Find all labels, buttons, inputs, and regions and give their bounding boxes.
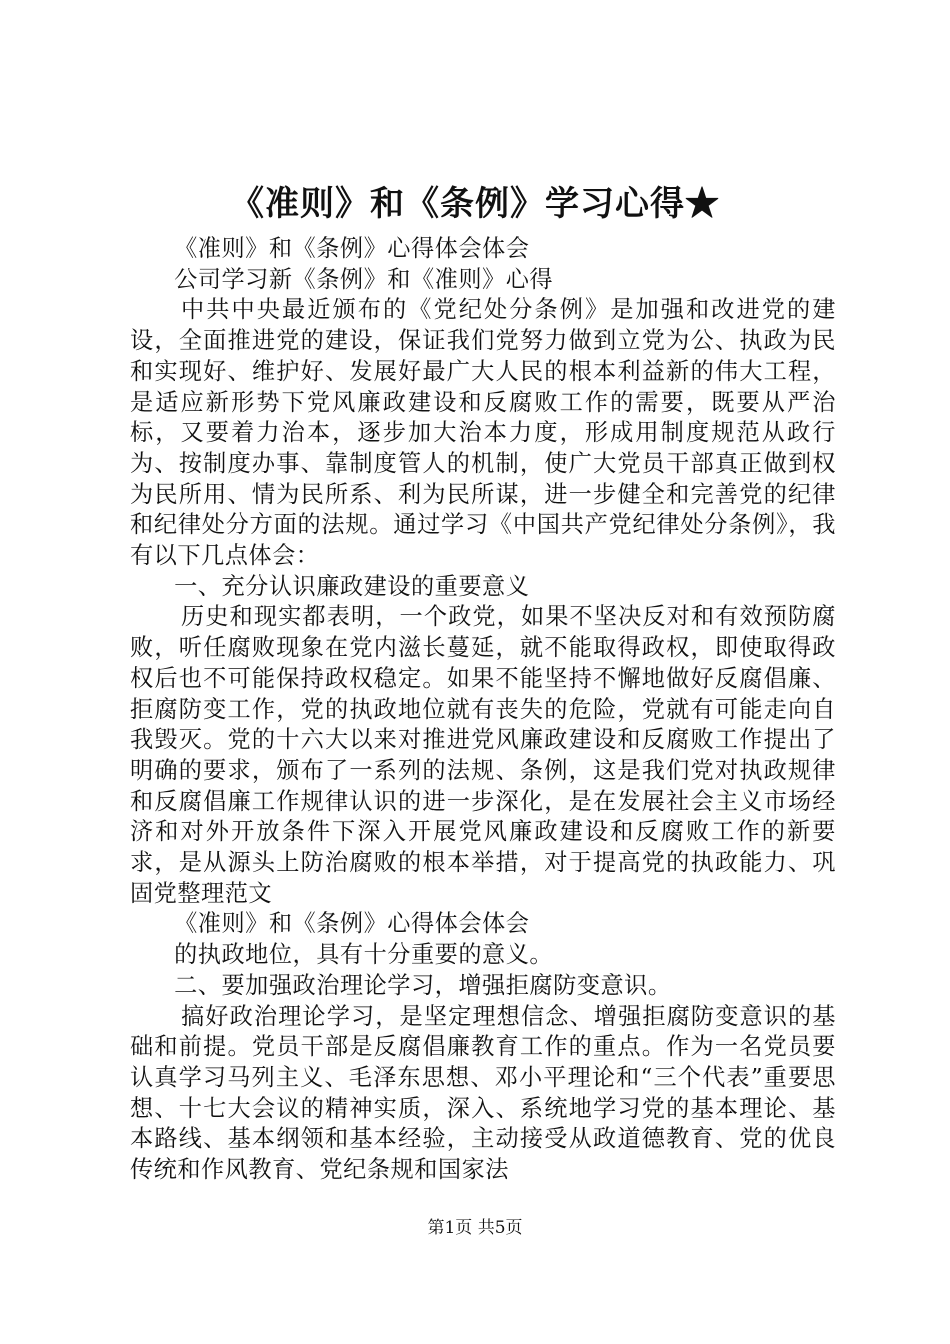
subtitle-line-2: 公司学习新《条例》和《准则》心得 [174, 265, 554, 293]
paragraph-section-1: 历史和现实都表明，一个政党，如果不坚决反对和有效预防腐败，听任腐败现象在党内滋长蔓延，就不能取得政权，即使取得政权后也不可能保持政权稳定。如果不能坚持不懈地做好反腐倡廉、拒腐防变工作，党的执政地位就有丧失的危险，党就有可能走向自我毁灭。党的十六大以来对推进党风廉政建设和反腐败工作提出了明确的要求，颁布了一系列的法规、条例，这是我们党对执政规律和反腐倡廉工作规律认识的进一步深化，是在发展社会主义市场经济和对外开放条件下深入开展党风廉政建设和反腐败工作的新要求，是从源头上防治腐败的根本举措，对于提高党的执政能力、巩固党整理范文 [130, 603, 836, 907]
section-heading-2: 二、要加强政治理论学习，增强拒腐防变意识。 [174, 971, 672, 999]
subtitle-line-1: 《准则》和《条例》心得体会体会 [174, 235, 530, 262]
document-title: 《准则》和《条例》学习心得★ [230, 184, 720, 224]
paragraph-continuation: 的执政地位，具有十分重要的意义。 [174, 941, 554, 969]
paragraph-intro: 中共中央最近颁布的《党纪处分条例》是加强和改进党的建设，全面推进党的建设，保证我们党努力做到立党为公、执政为民和实现好、维护好、发展好最广大人民的根本利益新的伟大工程，是适应新形势下党风廉政建设和反腐败工作的需要，既要从严治标，又要着力治本，逐步加大治本力度，形成用制度规范从政行为、按制度办事、靠制度管人的机制，使广大党员干部真正做到权为民所用、情为民所系、利为民所谋，进一步健全和完善党的纪律和纪律处分方面的法规。通过学习《中国共产党纪律处分条例》，我有以下几点体会： [130, 296, 836, 570]
paragraph-section-2: 搞好政治理论学习，是坚定理想信念、增强拒腐防变意识的基础和前提。党员干部是反腐倡廉教育工作的重点。作为一名党员要认真学习马列主义、毛泽东思想、邓小平理论和“三个代表”重要思想、十七大会议的精神实质，深入、系统地学习党的基本理论、基本路线、基本纲领和基本经验，主动接受从政道德教育、党的优良传统和作风教育、党纪条规和国家法 [130, 1002, 836, 1184]
section-heading-1: 一、充分认识廉政建设的重要意义 [174, 572, 530, 600]
document-body [130, 234, 836, 1186]
page-footer: 第1页 共5页 [427, 1218, 523, 1238]
subtitle-line-3: 《准则》和《条例》心得体会体会 [174, 910, 530, 938]
